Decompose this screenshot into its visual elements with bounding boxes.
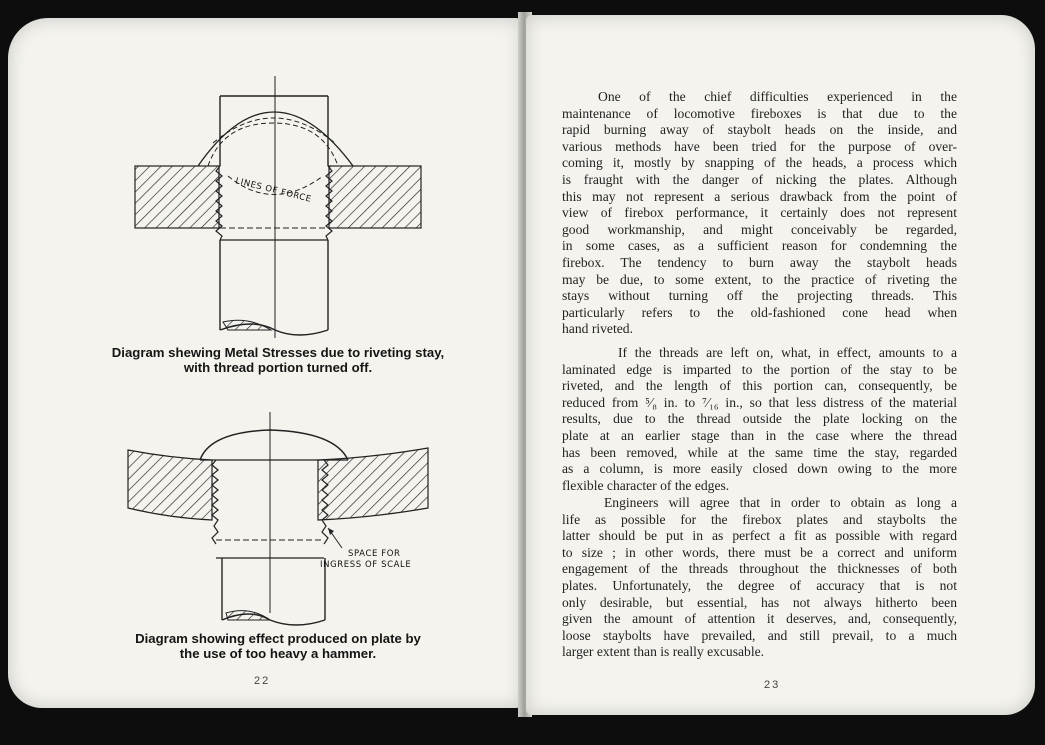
diagram-riveting-stress (123, 68, 438, 343)
page-number-left: 22 (254, 675, 271, 687)
ingress-of-scale-label: INGRESS OF SCALE (320, 560, 412, 570)
diagram1-caption: Diagram shewing Metal Stresses due to riveting stay, with thread portion turned off. (111, 345, 445, 375)
paragraph-2: If the threads are left on, what, in effect, amounts to a laminated edge is imparted to the portion of the stay to be riveted, and the length of this portion can, consequently, be reduced from ⁵⁄₈ in. to ⁷⁄₁₆ in., so that less distress of the material results, due to the thread outside the plate locking on the plate at an earlier stage than in the case where the thread has been removed, while at the same time the stay, regarded as a column, is more easily closed down owing to the more flexible character of the edges. (562, 345, 957, 493)
paragraph-3: Engineers will agree that in order to obtain as long a life as possible for the firebox plates and staybolts the latter should be put in as perfect a fit as possible with regard to size ; in other words, there must be a correct and uniform engagement of the threads throughout the thicknesses of both plates. Unfortunately, the degree of accuracy that is not only desirable, but essential, has not always hitherto been given the amount of attention it deserves, and, consequently, loose staybolts have prevailed, and still prevail, to a much larger extent than is really excusable. (562, 495, 957, 660)
left-page (8, 18, 522, 708)
paragraph-1: One of the chief difficulties experienced in the maintenance of locomotive fireboxes is that due to the rapid burning away of staybolt heads on the inside, and various methods have been tried for the purpose of over- coming it, mostly by snapping of the heads, a process which is fraught with the danger of nicking the plates. Although this may not represent a serious drawback from the point of view of firebox performance, it certainly does not represent good workmanship, and might conceivably be regarded, in some cases, as a sufficient reason for condemning the firebox. The tendency to burn away the staybolt heads may be due, to some extent, to the practice of riveting the stays without turning off the projecting threads. This particularly refers to the old-fashioned cone head when hand riveted. (562, 89, 957, 337)
diagram-heavy-hammer (120, 408, 440, 623)
space-for-label: SPACE FOR (348, 549, 401, 559)
right-page (526, 15, 1035, 715)
diagram2-caption: Diagram showing effect produced on plate by the use of too heavy a hammer. (135, 631, 421, 661)
lines-of-force-label: LINES OF FORCE (234, 176, 313, 205)
page-number-right: 23 (764, 679, 781, 691)
